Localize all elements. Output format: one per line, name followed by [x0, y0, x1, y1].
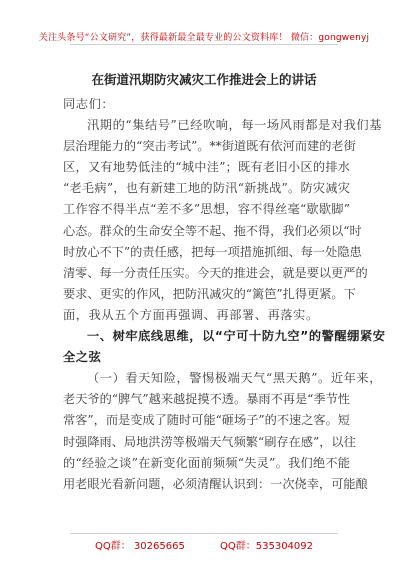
footer-contact [0, 537, 408, 552]
paragraph-line: 要求、更实的作风，把防汛减灾的“篱笆”扎得更紧。下 [63, 286, 356, 301]
footer-qq-group-1: QQ群： 30265665 [94, 541, 185, 552]
paragraph-line: 时放心不下”的责任感，把每一项措施抓细、每一处隐患 [63, 244, 362, 259]
footer-divider [70, 533, 338, 534]
paragraph-line: 工作容不得半点“差不多”思想，容不得丝毫“歇歇脚” [63, 202, 350, 217]
paragraph-line: 层治理能力的“突击考试”。**街道既有依河而建的老街 [63, 139, 356, 154]
paragraph-line: “老毛病”，也有新建工地的防汛“新挑战”。防灾减灾 [63, 181, 350, 196]
paragraph-line: 用老眼光看新问题，必须清醒认识到：一次侥幸，可能酿 [63, 476, 368, 491]
salutation: 同志们： [63, 97, 115, 111]
paragraph-line: 面，我从五个方面再强调、再部署、再落实。 [63, 307, 319, 322]
subsection-line: （一）看天知险，警惕极端天气“黑天鹅”。近年来， [87, 371, 382, 386]
document-body [63, 94, 386, 495]
footer-qq-group-2: QQ群：535304092 [220, 541, 314, 552]
paragraph-line: 常客”，而是变成了随时可能“砸场子”的不速之客。短 [63, 413, 350, 428]
paragraph-line: 的“经验之谈”在新变化面前频频“失灵”。我们绝不能 [63, 455, 350, 470]
header-divider [70, 44, 338, 45]
paragraph-line: 时强降雨、局地洪涝等极端天气频繁“刷存在感”，以往 [63, 434, 356, 449]
section-heading-continued: 全之弦 [63, 350, 102, 365]
document-title: 在街道汛期防灾减灾工作推进会上的讲话 [91, 72, 317, 87]
paragraph-line: 心态。群众的生命安全等不起、拖不得，我们必须以“时 [63, 223, 362, 238]
paragraph-line: 汛期的“集结号”已经吹响，每一场风雨都是对我们基 [87, 118, 382, 133]
paragraph-line: 老天爷的“脾气”越来越捉摸不透。暴雨不再是“季节性 [63, 392, 350, 407]
paragraph-line: 区，又有地势低洼的“城中洼”；既有老旧小区的排水 [63, 160, 350, 175]
paragraph-line: 清零、每一分责任压实。今天的推进会，就是要以更严的 [63, 265, 368, 280]
section-heading: 一、树牢底线思维，以“宁可十防九空”的警醒绷紧安 [87, 329, 386, 344]
header-promo-text: 关注头条号“公文研究”，获得最新最全最专业的公文资料库！ 微信：gongwenyj [38, 33, 370, 43]
